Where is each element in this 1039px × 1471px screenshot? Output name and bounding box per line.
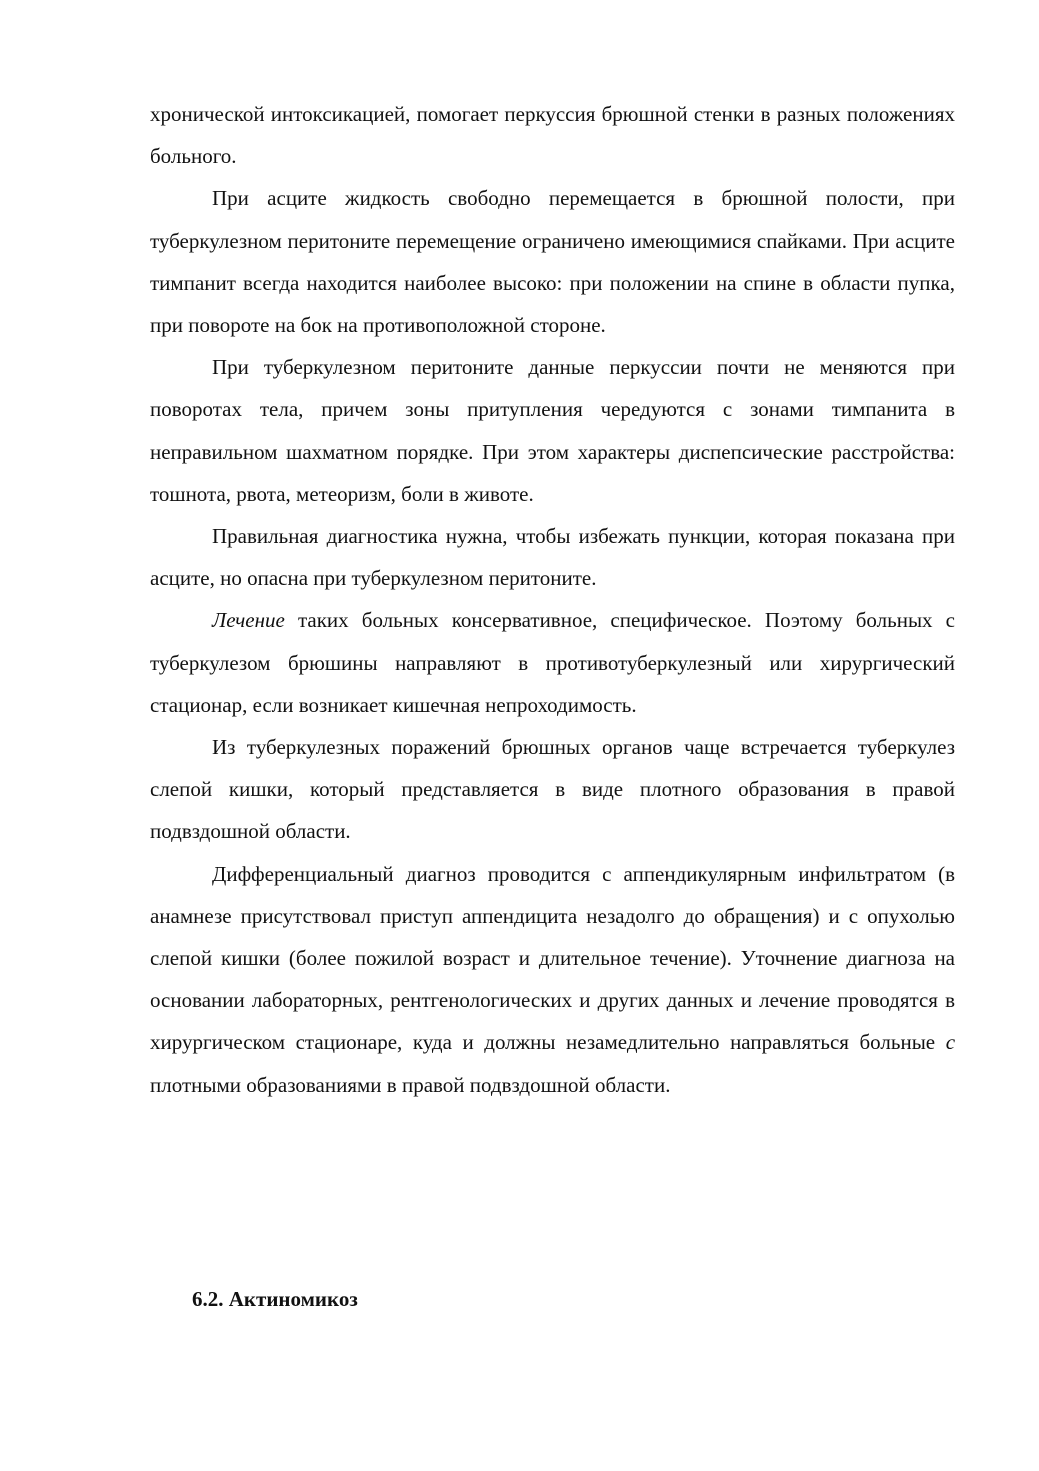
- paragraph-2: [150, 177, 955, 346]
- paragraph-6-text: Из туберкулезных поражений брюшных органов чаще встречается туберкулез слепой кишки, который представляется в виде плотного образования в правой подвздошной области.: [150, 735, 955, 844]
- paragraph-7-last-line-start: больные: [859, 1030, 946, 1055]
- paragraph-7-last-line-end: плотными образованиями в правой подвздошной области.: [150, 1072, 671, 1097]
- paragraph-7-text: Дифференциальный диагноз проводится с аппендикулярным инфильтратом (в анамнезе присутствовал приступ аппендицита незадолго до обращения) и с опухолью слепой кишки (более пожилой возраст и длительное течение). Уточнение диагноза на основании лабораторных, рентгенологических и других данных и лечение проводятся в хирургическом стационаре, куда и должны незамедлительно направляться: [150, 861, 955, 1055]
- paragraph-4-text: Правильная диагностика нужна, чтобы избежать пункции, которая показана при асците, но опасна при туберкулезном перитоните.: [150, 524, 955, 591]
- paragraph-3-text: При туберкулезном перитоните данные перкуссии почти не меняются при поворотах тела, причем зоны притупления чередуются с зонами тимпанита в неправильном шахматном порядке. При этом характеры диспепсические расстройства: тошнота, рвота, метеоризм, боли в животе.: [150, 355, 955, 506]
- section-heading: 6.2. Актиномикоз: [192, 1287, 358, 1311]
- paragraph-3: [150, 346, 955, 515]
- paragraph-7-italic-letter: с: [945, 1030, 956, 1055]
- paragraph-1: [150, 93, 955, 177]
- paragraph-5-italic-term: Лечение: [212, 608, 285, 633]
- paragraph-5: [150, 599, 955, 726]
- paragraph-2-text: При асците жидкость свободно перемещается в брюшной полости, при туберкулезном перитоните перемещение ограничено имеющимися спайками. При асците тимпанит всегда находится наиболее высоко: при положении на спине в области пупка, при повороте на бок на противоположной стороне.: [150, 186, 955, 338]
- paragraph-6: [150, 726, 955, 853]
- paragraph-1-text: хронической интоксикацией, помогает перкуссия брюшной стенки в разных положениях больного.: [150, 102, 955, 169]
- document-body: [150, 93, 955, 1106]
- paragraph-4: [150, 515, 955, 599]
- paragraph-5-text: таких больных консервативное, специфическое. Поэтому больных с туберкулезом брюшины направляют в противотуберкулезный или хирургический стационар, если возникает кишечная непроходимость.: [150, 608, 955, 717]
- paragraph-7: [150, 853, 955, 1106]
